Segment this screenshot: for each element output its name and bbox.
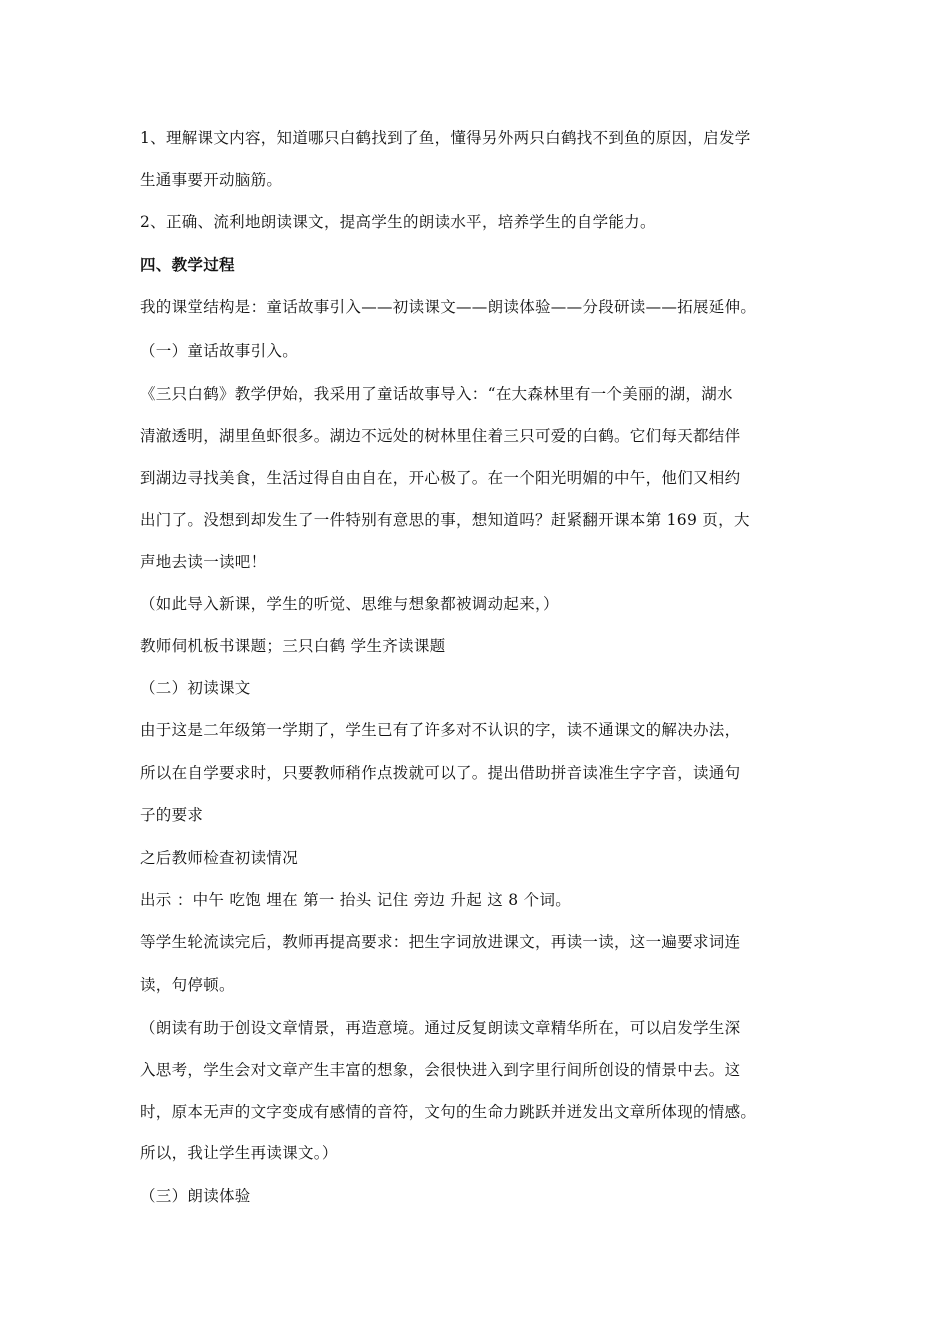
paragraph-line: 所以在自学要求时，只要教师稍作点拨就可以了。提出借助拼音读准生字字音，读通句 [140, 764, 741, 782]
paragraph-line: 时，原本无声的文字变成有感情的音符，文句的生命力跳跃并迸发出文章所体现的情感。 [140, 1103, 757, 1121]
paragraph-line: 声地去读一读吧！ [140, 553, 267, 571]
paragraph-line: 《三只白鹤》教学伊始，我采用了童话故事导入：“在大森林里有一个美丽的湖，湖水 [140, 385, 733, 403]
paragraph-line: 出门了。没想到却发生了一件特别有意思的事，想知道吗？赶紧翻开课本第 169 页，大 [140, 511, 750, 529]
paragraph-line: （朗读有助于创设文章情景，再造意境。通过反复朗读文章精华所在，可以启发学生深 [140, 1019, 741, 1037]
paragraph-line: 出示 ：中午 吃饱 埋在 第一 抬头 记住 旁边 升起 这 8 个词。 [140, 891, 572, 909]
paragraph-line: 我的课堂结构是：童话故事引入——初读课文——朗读体验——分段研读——拓展延伸。 [140, 298, 757, 316]
paragraph-line: 所以，我让学生再读课文。） [140, 1144, 338, 1162]
paragraph-line: 1、理解课文内容，知道哪只白鹤找到了鱼，懂得另外两只白鹤找不到鱼的原因，启发学 [140, 129, 751, 147]
paragraph-line: （如此导入新课，学生的听觉、思维与想象都被调动起来，） [140, 595, 559, 613]
paragraph-line: 教师伺机板书课题；三只白鹤 学生齐读课题 [140, 637, 446, 655]
subsection-heading: （三）朗读体验 [140, 1187, 251, 1205]
paragraph-line: 入思考，学生会对文章产生丰富的想象，会很快进入到字里行间所创设的情景中去。这 [140, 1061, 741, 1079]
section-heading: 四、教学过程 [140, 255, 235, 274]
paragraph-line: 由于这是二年级第一学期了，学生已有了许多对不认识的字，读不通课文的解决办法， [140, 721, 741, 739]
paragraph-line: 之后教师检查初读情况 [140, 849, 299, 867]
paragraph-line: 子的要求 [140, 806, 204, 824]
paragraph-line: 等学生轮流读完后，教师再提高要求：把生字词放进课文，再读一读，这一遍要求词连 [140, 933, 741, 951]
subsection-heading: （二）初读课文 [140, 679, 251, 697]
paragraph-line: 读，句停顿。 [140, 976, 235, 994]
subsection-heading: （一）童话故事引入。 [140, 342, 299, 360]
paragraph-line: 到湖边寻找美食，生活过得自由自在，开心极了。在一个阳光明媚的中午，他们又相约 [140, 469, 741, 487]
paragraph-line: 2、正确、流利地朗读课文，提高学生的朗读水平，培养学生的自学能力。 [140, 213, 656, 231]
paragraph-line: 生通事要开动脑筋。 [140, 171, 283, 189]
paragraph-line: 清澈透明，湖里鱼虾很多。湖边不远处的树林里住着三只可爱的白鹤。它们每天都结伴 [140, 427, 741, 445]
